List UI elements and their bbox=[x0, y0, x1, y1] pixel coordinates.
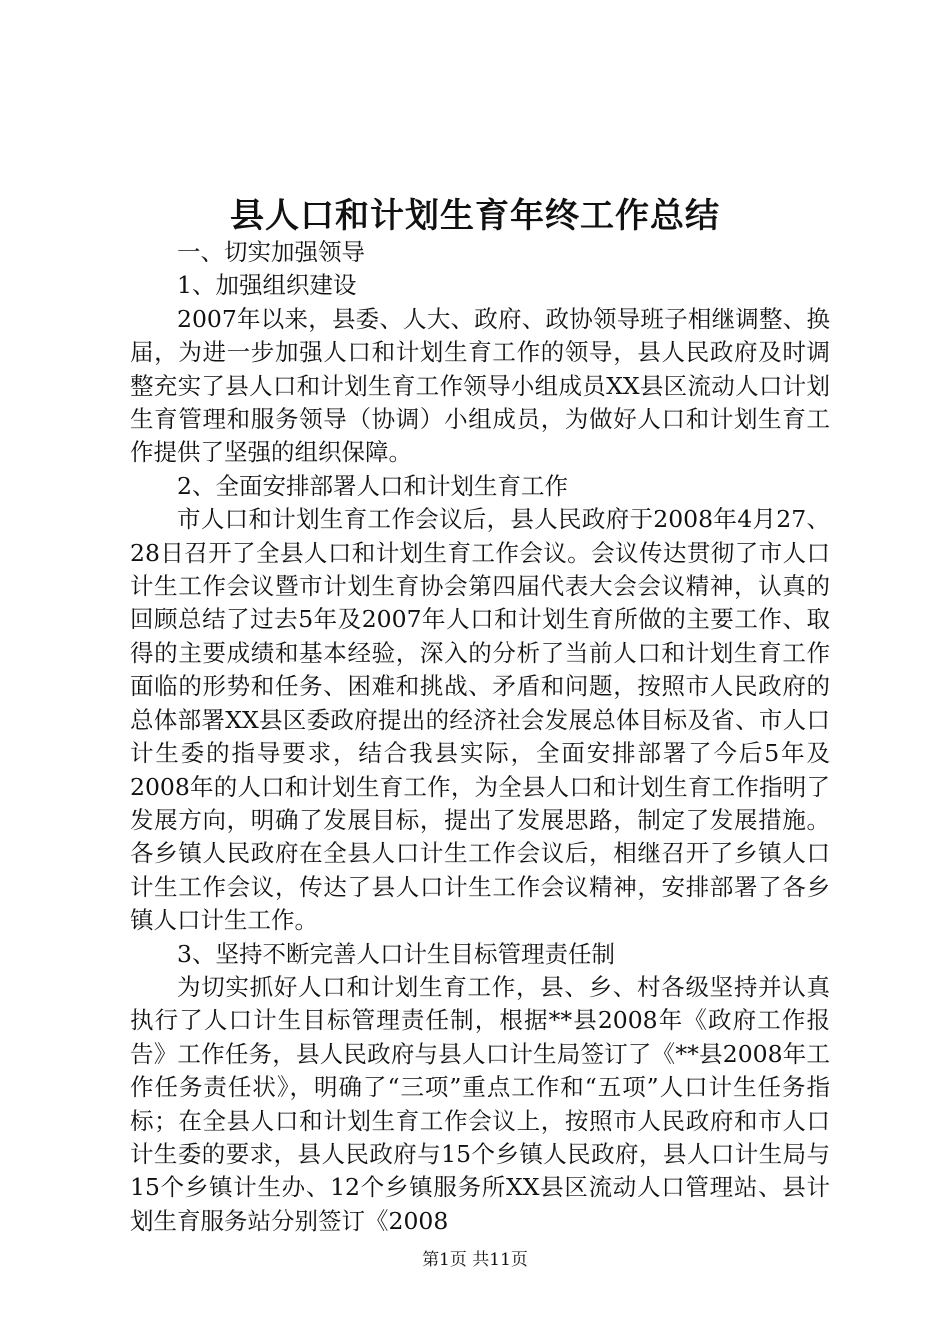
paragraph: 为切实抓好人口和计划生育工作，县、乡、村各级坚持并认真执行了人口计生目标管理责任制，根据**县2008年《政府工作报告》工作任务，县人民政府与县人口计生局签订了《**县2008年工作任务责任状》，明确了“三项”重点工作和“五项”人口计生任务指标；在全县人口和计划生育工作会议上，按照市人民政府和市人口计生委的要求，县人民政府与15个乡镇人民政府，县人口计生局与15个乡镇计生办、12个乡镇服务所XX县区流动人口管理站、县计划生育服务站分别签订《2008 bbox=[130, 972, 830, 1235]
document-title: 县人口和计划生育年终工作总结 bbox=[230, 196, 720, 236]
document-body bbox=[130, 236, 830, 1238]
subsection-heading: 1、加强组织建设 bbox=[177, 271, 357, 300]
subsection-heading: 3、坚持不断完善人口计生目标管理责任制 bbox=[177, 939, 615, 968]
section-heading: 一、切实加强领导 bbox=[177, 238, 365, 266]
paragraph: 市人口和计划生育工作会议后，县人民政府于2008年4月27、28日召开了全县人口和计划生育工作会议。会议传达贯彻了市人口计生工作会议暨市计划生育协会第四届代表大会会议精神，认真的回顾总结了过去5年及2007年人口和计划生育所做的主要工作、取得的主要成绩和基本经验，深入的分析了当前人口和计划生育工作面临的形势和任务、困难和挑战、矛盾和问题，按照市人民政府的总体部署XX县区委政府提出的经济社会发展总体目标及省、市人口计生委的指导要求，结合我县实际，全面安排部署了今后5年及2008年的人口和计划生育工作，为全县人口和计划生育工作指明了发展方向，明确了发展目标，提出了发展思路，制定了发展措施。各乡镇人民政府在全县人口计生工作会议后，相继召开了乡镇人口计生工作会议，传达了县人口计生工作会议精神，安排部署了各乡镇人口计生工作。 bbox=[130, 505, 830, 935]
paragraph: 2007年以来，县委、人大、政府、政协领导班子相继调整、换届，为进一步加强人口和计划生育工作的领导，县人民政府及时调整充实了县人口和计划生育工作领导小组成员XX县区流动人口计划生育管理和服务领导（协调）小组成员，为做好人口和计划生育工作提供了坚强的组织保障。 bbox=[130, 304, 830, 467]
subsection-heading: 2、全面安排部署人口和计划生育工作 bbox=[177, 471, 568, 500]
page-number-footer: 第1页 共11页 bbox=[422, 1250, 528, 1270]
